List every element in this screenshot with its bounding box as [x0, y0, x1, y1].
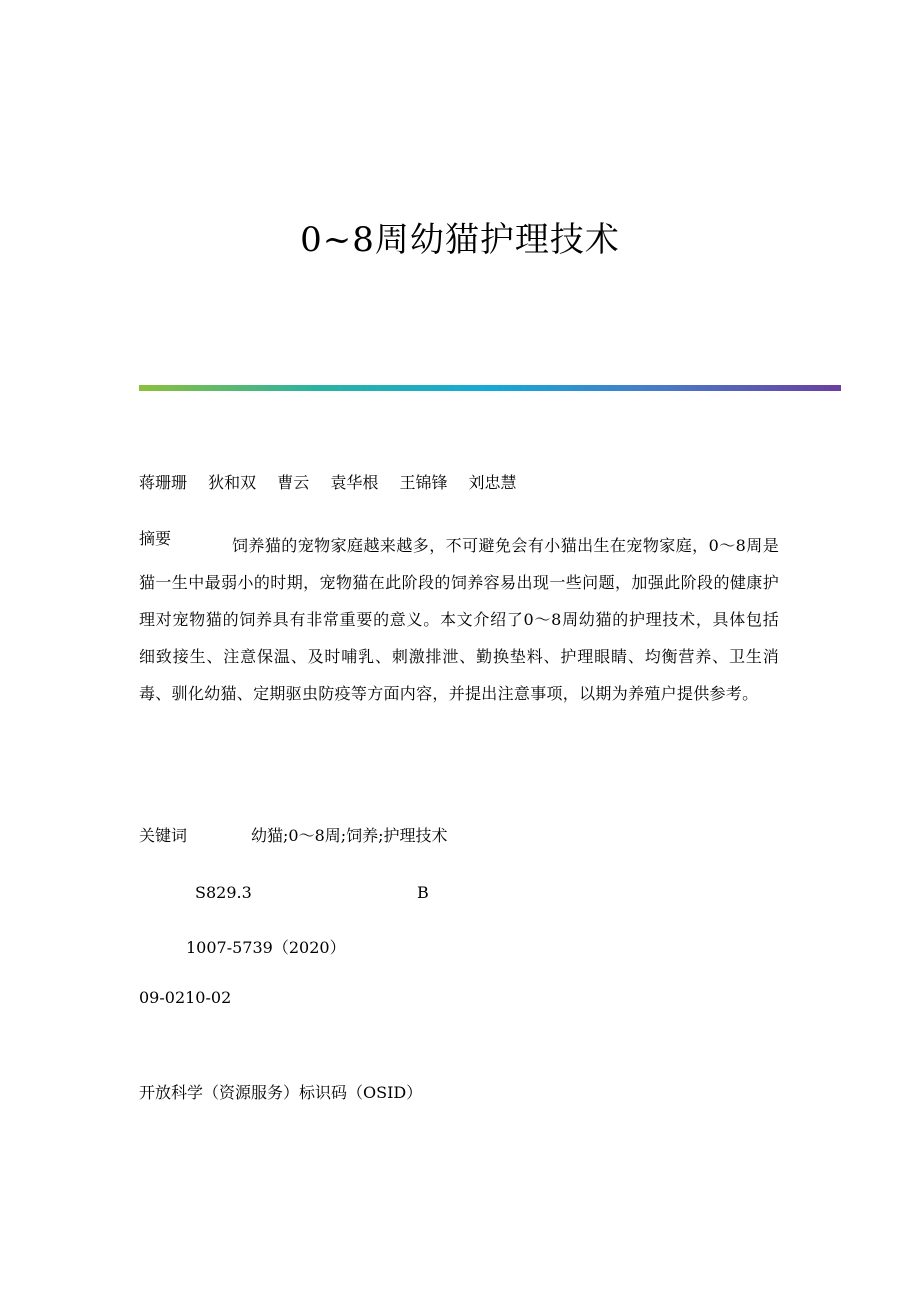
author-name: 袁华根 [330, 473, 379, 492]
author-name: 狄和双 [208, 473, 257, 492]
osid-label: 开放科学（资源服务）标识码（OSID） [139, 1083, 423, 1102]
author-list [139, 471, 533, 495]
document-code: B [417, 883, 429, 902]
keywords-label: 关键词 [139, 826, 188, 845]
title-divider [139, 385, 841, 391]
author-name: 王锦锋 [399, 473, 448, 492]
author-name: 刘忠慧 [468, 473, 517, 492]
article-number: 09-0210-02 [139, 988, 232, 1007]
author-name: 曹云 [277, 473, 310, 492]
keywords-text: 幼猫;0～8周;饲养;护理技术 [251, 826, 448, 845]
document-title: 0~8周幼猫护理技术 [300, 220, 620, 260]
issn-number: 1007-5739（2020） [186, 938, 346, 957]
author-name: 蒋珊珊 [139, 473, 188, 492]
classification-number: S829.3 [195, 883, 252, 902]
abstract-label: 摘要 [139, 529, 172, 548]
abstract-text: 饲养猫的宠物家庭越来越多，不可避免会有小猫出生在宠物家庭，0～8周是猫一生中最弱小的时期，宠物猫在此阶段的饲养容易出现一些问题，加强此阶段的健康护理对宠物猫的饲养具有非常重要的意义。本文介绍了0～8周幼猫的护理技术，具体包括细致接生、注意保温、及时哺乳、刺激排泄、勤换垫料、护理眼睛、均衡营养、卫生消毒、驯化幼猫、定期驱虫防疫等方面内容，并提出注意事项，以期为养殖户提供参考。 [139, 536, 779, 703]
